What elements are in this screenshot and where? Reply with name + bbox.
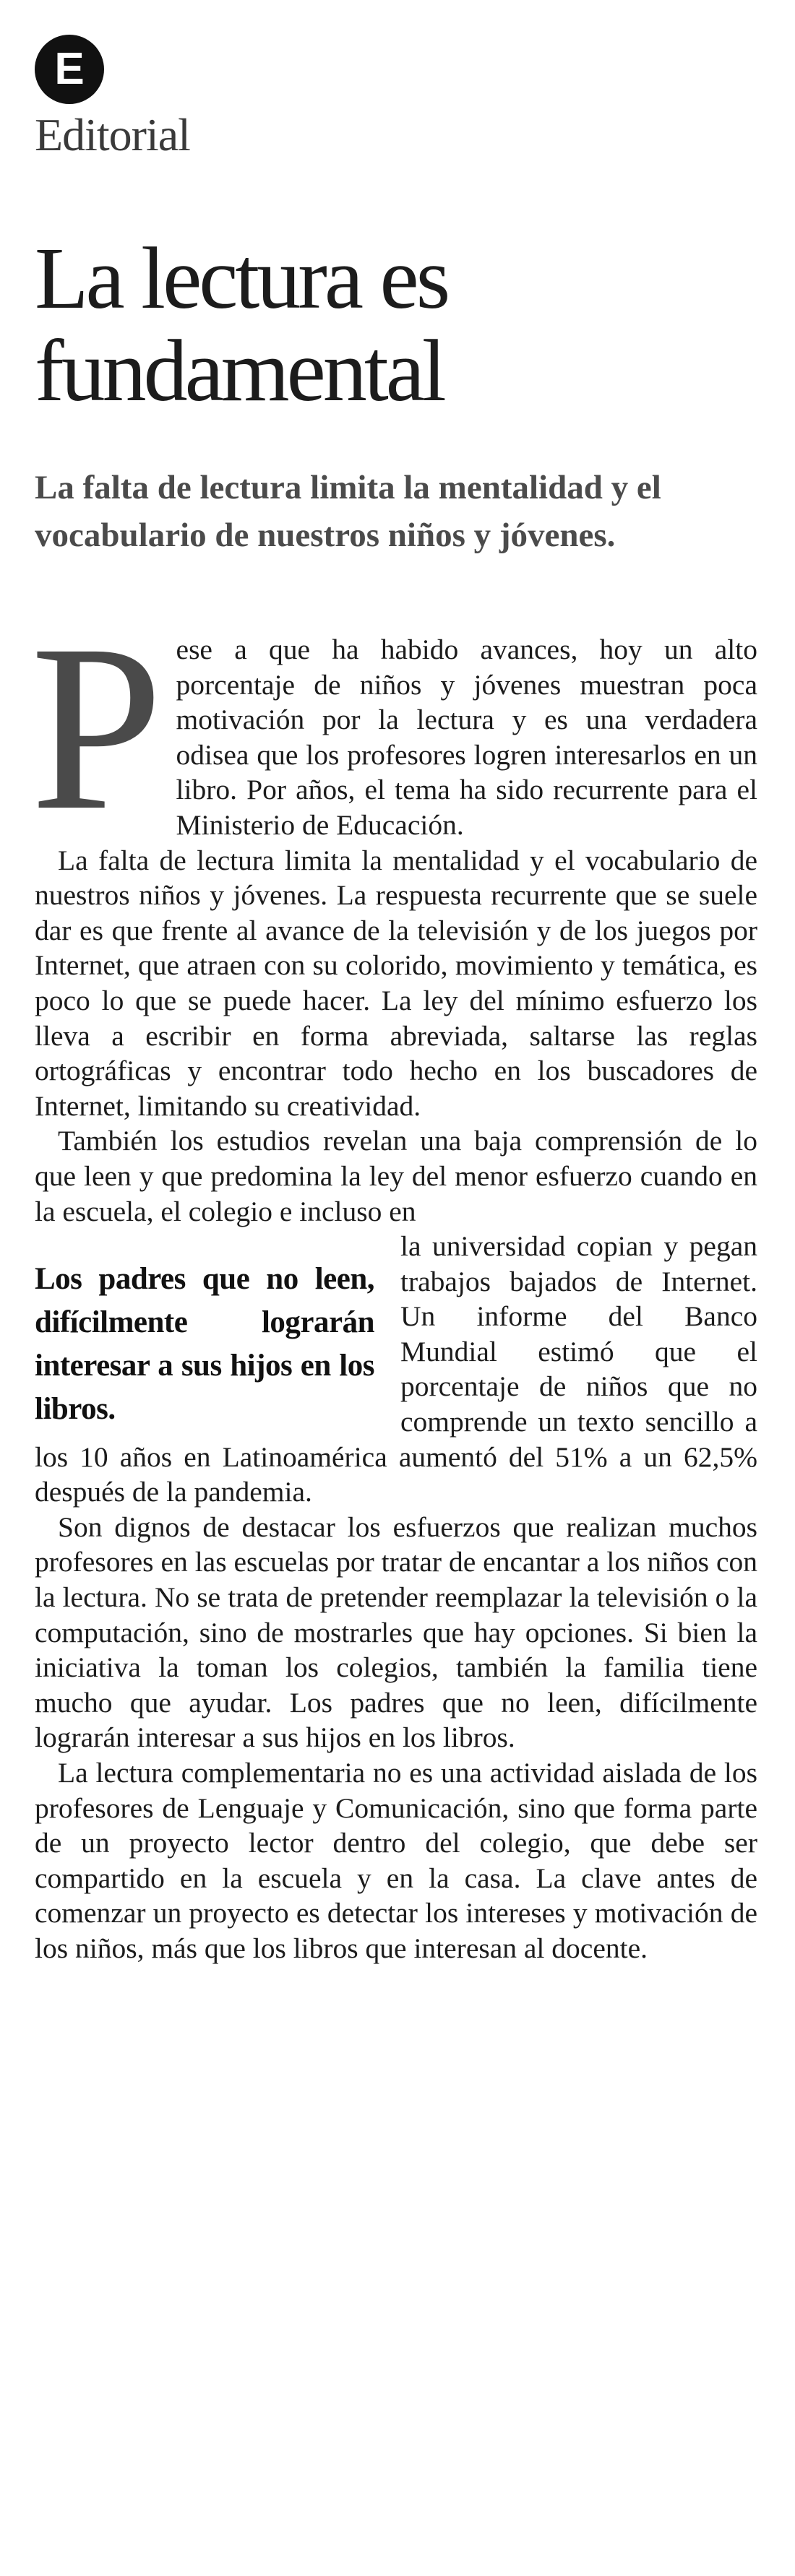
body-paragraph-5: La lectura complementaria no es una actividad aislada de los profesores de Lenguaje y Comunicación, sino que forma parte de un proyecto lector dentro del colegio, que debe ser compartido en la escuela y en la casa. La clave antes de comenzar un proyecto es detectar los intereses y motivación de los niños, más que los libros que interesan al docente. <box>35 1757 757 1964</box>
pull-quote: Los padres que no leen, difícilmente lograrán interesar a sus hijos en los libros. <box>35 1262 374 1427</box>
article-title: La lectura es fundamental <box>35 230 448 420</box>
drop-cap: P <box>30 596 163 860</box>
body-paragraph-3-continued <box>35 1229 757 1510</box>
body-paragraph-1-text: ese a que ha habido avances, hoy un alto porcentaje de niños y jóvenes muestran poca motivación por la lectura y es una verdadera odisea que los profesores logren interesarlos en un libro. Por años, el tema ha sido recurrente para el Ministerio de Educación. <box>176 634 757 841</box>
body-paragraph-1 <box>30 596 757 860</box>
article-body <box>30 596 757 1966</box>
body-paragraph-3-continued-text: la universidad copian y pegan trabajos bajados de Internet. Un informe del Banco Mundial estimó que el porcentaje de niños que no comprende un texto sencillo a los 10 años en Latinoamérica aumentó del 51% a un 62,5% después de la pandemia. <box>35 1230 757 1508</box>
article-lead: La falta de lectura limita la mentalidad y el vocabulario de nuestros niños y jóvenes. <box>35 469 661 554</box>
publication-logo <box>35 35 104 104</box>
logo-letter: E <box>54 44 85 94</box>
body-paragraph-4: Son dignos de destacar los esfuerzos que realizan muchos profesores en las escuelas por tratar de encantar a los niños con la lectura. No se trata de pretender reemplazar la televisión o la computación, sino de mostrarles que hay opciones. Si bien la iniciativa la toman los colegios, también la familia tiene mucho que ayudar. Los padres que no leen, difícilmente lograrán interesar a sus hijos en los libros. <box>35 1510 757 1754</box>
body-paragraph-2: La falta de lectura limita la mentalidad y el vocabulario de nuestros niños y jóvenes. La respuesta recurrente que se suele dar es que frente al avance de la televisión y de los juegos por Internet, que atraen con su colorido, movimiento y temática, es poco lo que se puede hacer. La ley del mínimo esfuerzo los lleva a escribir en forma abreviada, saltarse las reglas ortográficas y encontrar todo hecho en los buscadores de Internet, limitando su creatividad. <box>35 844 757 1122</box>
section-label: Editorial <box>35 109 190 160</box>
body-paragraph-3: También los estudios revelan una baja comprensión de lo que leen y que predomina la ley del menor esfuerzo cuando en la escuela, el colegio e incluso en <box>35 1125 757 1227</box>
